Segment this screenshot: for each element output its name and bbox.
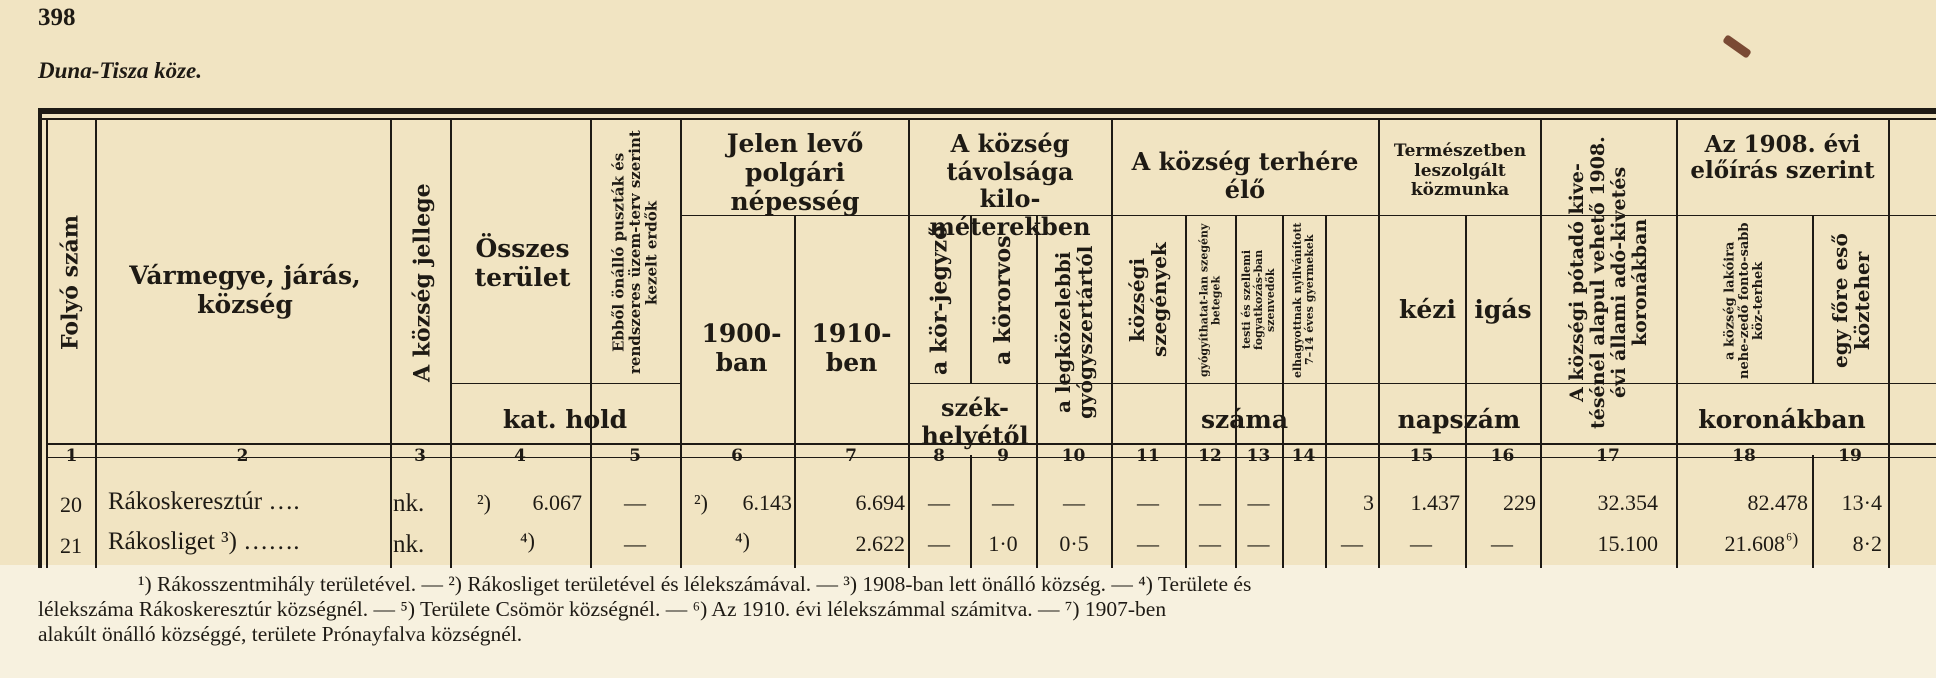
header-kat-hold: kat. hold — [502, 405, 628, 434]
row-terhek-note: ⁶) — [1786, 529, 1799, 549]
row-name: Rákoskeresztúr …. — [108, 488, 300, 515]
row-terhek: 21.608 — [1724, 531, 1785, 556]
row-number: 21 — [60, 533, 82, 558]
row-szegenyek: — — [1137, 531, 1159, 556]
row-kororvos: — — [992, 490, 1014, 515]
row-nep1900: 6.143 — [742, 490, 792, 515]
colnum-6: 6 — [731, 446, 743, 466]
colnum-13: 13 — [1246, 446, 1271, 466]
row-testi: — — [1247, 531, 1270, 556]
row-igas: 229 — [1503, 490, 1536, 515]
row-terulet-note: ²) — [477, 490, 491, 515]
header-jelleg: A község jellege — [409, 183, 436, 382]
row-puszta: — — [624, 490, 646, 515]
row-korjegyzo: — — [928, 531, 950, 556]
header-folyo-szam: Folyó szám — [57, 215, 84, 350]
row-terhek: 82.478 — [1747, 490, 1808, 515]
row-puszta: — — [624, 531, 646, 556]
footnote-line: alakúlt önálló községgé, területe Prónayfalva községnél. — [38, 622, 523, 646]
header-eloiras: Az 1908. évi előírás szerint — [1690, 131, 1875, 185]
header-potado: A községi pótadó kive-tésénél alapul vehető 1908. évi állami adó-kivetés koronákban — [1566, 136, 1651, 429]
row-type: nk. — [393, 490, 425, 517]
header-korjegyzo: a kör-jegyző — [926, 225, 953, 375]
colnum-15: 15 — [1409, 446, 1434, 466]
row-ado: 15.100 — [1597, 531, 1658, 556]
row-gyogyszertar: 0·5 — [1059, 531, 1089, 556]
colnum-5: 5 — [629, 446, 641, 466]
row-nep1900-note: ⁴) — [735, 528, 750, 553]
colnum-8: 8 — [933, 446, 945, 466]
header-1910: 1910-ben — [811, 319, 892, 377]
table-top-rule — [38, 108, 1936, 114]
header-tavolsag: A község távolsága kilo-méterekben — [929, 129, 1091, 241]
page-number: 398 — [38, 4, 76, 31]
row-nep1900-note: ²) — [694, 490, 708, 515]
header-osszes-terulet: Összes terület — [474, 234, 571, 292]
header-nepesseg: Jelen levő polgári népesség — [726, 129, 864, 216]
row-name: Rákosliget ³) ……. — [108, 528, 300, 555]
colnum-12: 12 — [1198, 446, 1222, 466]
row-korjegyzo: — — [928, 490, 950, 515]
row-gyogyithatatlan: — — [1199, 531, 1221, 556]
row-gyogyszertar: — — [1063, 490, 1085, 515]
row-kezi: 1.437 — [1410, 490, 1460, 515]
header-kezi: kézi — [1399, 295, 1456, 324]
row-testi: — — [1247, 490, 1270, 515]
table-top-rule-thin — [38, 118, 1936, 120]
row-ado: 32.354 — [1597, 490, 1658, 515]
running-head: Duna-Tisza köze. — [38, 58, 202, 83]
row-szegenyek: — — [1137, 490, 1159, 515]
colnum-18: 18 — [1732, 446, 1756, 466]
footnote-line: ¹) Rákosszentmihály területével. — ²) Rákosliget területével és lélekszámával. — ³) 1908-ban lett önálló község. — ⁴) Területe és — [138, 572, 1252, 596]
row-kororvos: 1·0 — [988, 531, 1018, 556]
header-koronakban: koronákban — [1698, 405, 1866, 434]
header-napszam: napszám — [1397, 405, 1521, 434]
colnum-7: 7 — [845, 446, 857, 466]
header-terhe: A község terhére élő — [1131, 147, 1359, 204]
colnum-14: 14 — [1291, 446, 1316, 466]
header-1900: 1900-ban — [701, 319, 782, 377]
row-type: nk. — [393, 531, 425, 558]
header-testi: testi és szellemi fogyatkozás-ban szenvedők — [1239, 249, 1278, 351]
header-elhagyott: elhagyottnak nyilvánított 7–14 éves gyermekek — [1290, 222, 1316, 378]
table-left-rule — [38, 108, 42, 568]
row-number: 20 — [60, 492, 82, 517]
colnum-3: 3 — [414, 446, 426, 466]
header-szekhely: szék-helyétől — [921, 393, 1029, 450]
row-nep1910: 2.622 — [855, 531, 905, 556]
colnum-11: 11 — [1136, 446, 1160, 466]
colnum-10: 10 — [1061, 446, 1086, 466]
colnum-2: 2 — [236, 446, 249, 466]
colnum-1: 1 — [65, 446, 78, 466]
row-gyogyithatatlan: — — [1199, 490, 1221, 515]
row-igas: — — [1491, 531, 1513, 556]
colnum-4: 4 — [514, 446, 526, 466]
row-egy-fore: 8·2 — [1852, 531, 1882, 556]
header-gyogyszertar: a legközelebbi gyógyszertártól — [1051, 245, 1097, 420]
header-termeszetben: Természetben leszolgált közmunka — [1393, 141, 1527, 201]
header-puszta: Ebből önálló puszták és rendszeres üzem-terv szerint kezelt erdők — [609, 130, 661, 375]
row-elhagyott: 3 — [1363, 490, 1374, 515]
row-terulet-note: ⁴) — [520, 528, 535, 553]
colnum-9: 9 — [997, 446, 1009, 466]
colnum-16: 16 — [1490, 446, 1515, 466]
row-egy-fore: 13·4 — [1841, 490, 1882, 515]
header-egy-fore: egy főre eső közteher — [1828, 233, 1874, 369]
header-varmegye: Vármegye, járás, község — [129, 261, 361, 319]
header-lakoira: a község lakóira nehe-zedő fonto-sabb köz-terhek — [1722, 222, 1767, 380]
footnote-line: lélekszáma Rákoskeresztúr községnél. — ⁵) Területe Csömör községnél. — ⁶) Az 1910. évi lélekszámmal számitva. — ⁷) 1907-ben — [38, 597, 1167, 621]
header-szegenyek: községi szegények — [1125, 242, 1171, 358]
header-gyogyithatatlan: gyógyíthatat-lan szegény betegek — [1197, 223, 1223, 377]
colnum-19: 19 — [1838, 446, 1862, 466]
ink-mark — [1722, 34, 1752, 59]
row-elhagyott: — — [1341, 531, 1363, 556]
header-igas: igás — [1474, 295, 1532, 324]
footnotes — [38, 572, 1918, 647]
row-kezi: — — [1410, 531, 1432, 556]
row-nep1910: 6.694 — [855, 490, 905, 515]
row-terulet: 6.067 — [532, 490, 582, 515]
colnum-17: 17 — [1596, 446, 1620, 466]
header-kororvos: a körorvos — [989, 235, 1016, 365]
header-szama: száma — [1200, 405, 1289, 434]
